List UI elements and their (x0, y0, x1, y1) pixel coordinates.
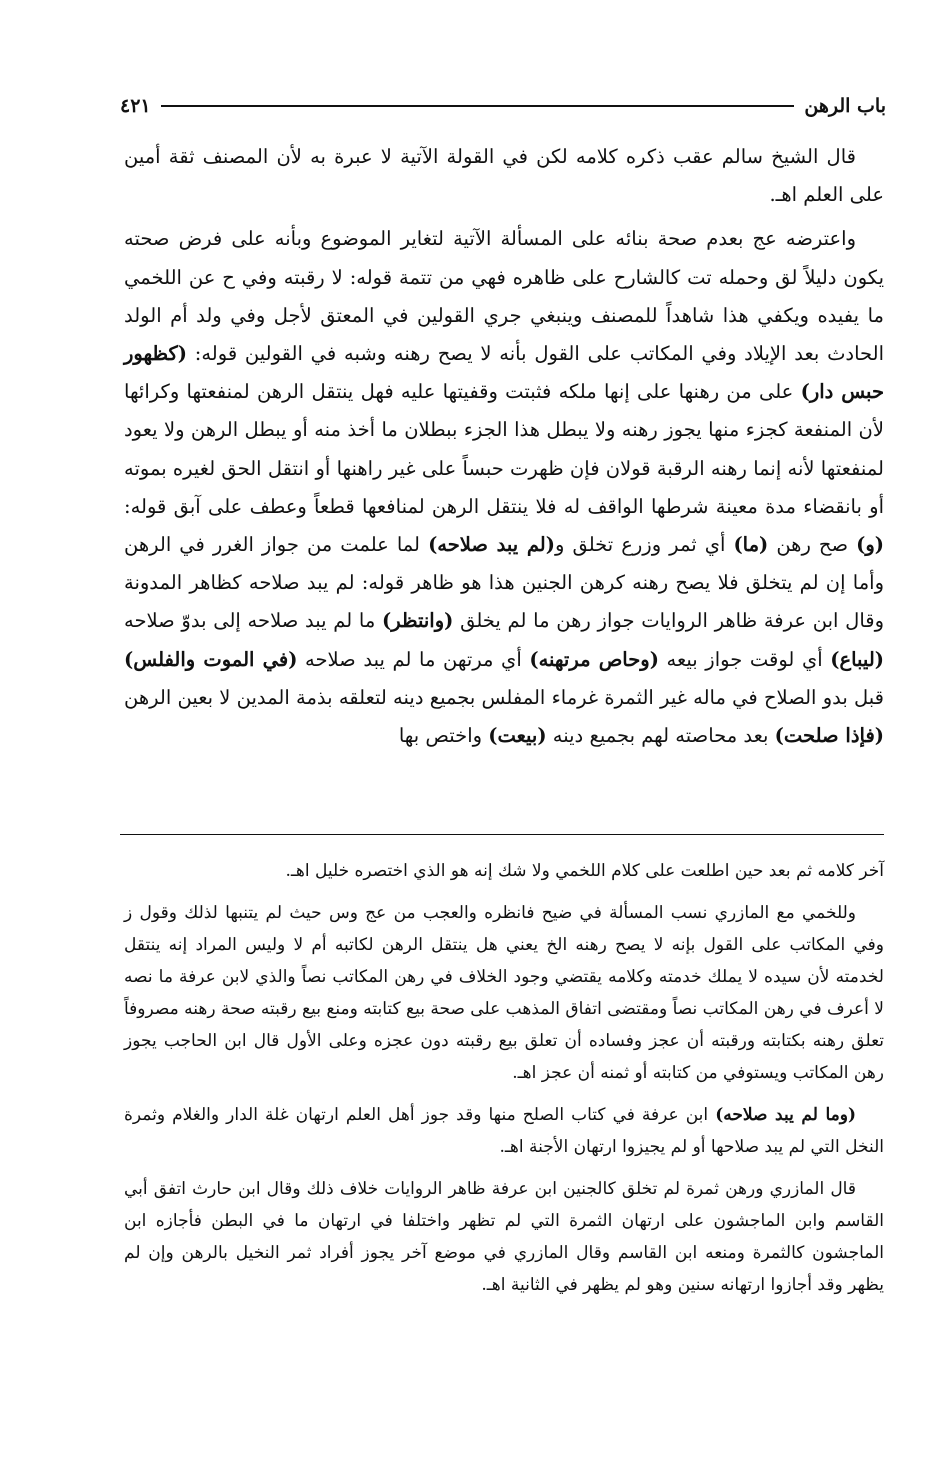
text-run: أي لوقت جواز بيعه (658, 647, 831, 671)
footnote-3 (124, 1099, 884, 1163)
paragraph-2 (124, 220, 884, 755)
matn-quote: (و) (856, 533, 885, 557)
matn-quote: (وما لم يبد صلاحه) (715, 1105, 856, 1125)
footnote-2: وللخمي مع المازري نسب المسألة في ضيح فانظره والعجب من عج وس حيث لم يتنبها لذلك وقول ز وفي المكاتب على القول بإنه لا يصح رهنه الخ يعني هل ينتقل الرهن لكاتبه أم لا وليس المراد إنه ينتقل لخدمته لأن سيده لا يملك خدمته وكلامه يقتضي وجود الخلاف في رهن المكاتب نصاً والذي لابن عرفة ما نصه لا أعرف في رهن المكاتب نصاً ومقتضى اتفاق المذهب على صحة بيع كتابته ومنع بيع رقبته صحة رهنه مصروفاً تعلق رهنه بكتابته ورقبته أن عجز وفساده أن تعلق بيع رقبته دون عجزه وعلى الأول قال ابن الحاجب يجوز رهن المكاتب ويستوفي من كتابته أو ثمنه أن عجز اهـ. (124, 903, 884, 1083)
text-run: ابن عرفة في كتاب الصلح منها وقد جوز أهل العلم ارتهان غلة الدار والغلام وثمرة النخل التي لم يبد صلاحها أو لم يجيزوا ارتهان الأجنة اهـ. (124, 1105, 884, 1157)
text-run: واختص بها (398, 724, 489, 748)
paragraph-1: قال الشيخ سالم عقب ذكره كلامه لكن في القولة الآتية لا عبرة به لأن المصنف ثقة أمين على العلم اهـ. (124, 145, 884, 207)
matn-quote: (ليباع) (830, 647, 884, 671)
matn-quote: (بيعت) (488, 724, 547, 748)
matn-quote: (ما) (733, 533, 769, 557)
footnote-1: آخر كلامه ثم بعد حين اطلعت على كلام اللخمي ولا شك إنه هو الذي اختصره خليل اهـ. (285, 861, 884, 881)
text-run: أي ثمر وزرع تخلق و (554, 533, 734, 557)
matn-quote: (في الموت والفلس) (124, 647, 298, 671)
text-run: ما لم يبد صلاحه إلى بدوّ صلاحه (124, 609, 382, 633)
text-run: واعترضه عج بعدم صحة بنائه على المسألة الآتية لتغاير الموضوع وبأنه على فرض صحته يكون دليلاً لق وحمله تت كالشارح على ظاهره فهي من تتمة قوله: لا رقبته وفي ح عن اللخمي ما يفيده ويكفي هذا شاهداً للمصنف وينبغي جري القولين في المعتق لأجل وفي ولد أم الولد الحادث بعد الإيلاد وفي المكاتب على القول بأنه لا يصح رهنه وشبه في القولين قوله: (124, 227, 884, 366)
footnote-separator (120, 834, 884, 835)
matn-quote: (وانتظر) (382, 609, 454, 633)
matn-quote: (فإذا صلحت) (774, 724, 884, 748)
text-run: أي مرتهن ما لم يبد صلاحه (297, 647, 530, 671)
text-run: على من رهنها على إنها ملكه فثبتت وقفيتها عليه فهل ينتقل الرهن لمنفعتها وكرائها لأن المنفعة كجزء منها يجوز رهنه ولا يبطل هذا الجزء ببطلان ما أخذ منه أو يبطل الرهن ولا يعود لمنفعتها لأنه إنما رهنه الرقبة قولان فإن ظهرت حبساً على غير راهنها أو انتقل الحق لغيره بموته أو بانقضاء مدة معينة شرطها الواقف له فلا ينتقل الرهن لمنافعها قطعاً وعطف على آبق قوله: (124, 380, 884, 518)
text-run: قبل بدو الصلاح في ماله غير الثمرة غرماء المفلس بجميع دينه لتعلقه بذمة المدين لا بعين الرهن (124, 685, 884, 709)
footnote-4: قال المازري ورهن ثمرة لم تخلق كالجنين ابن عرفة ظاهر الروايات خلاف ذلك وقال ابن حارث اتفق أبي القاسم وابن الماجشون على ارتهان الثمرة التي لم تظهر واختلفا في ارتهان ما في البطن فأجازه ابن الماجشون كالثمرة ومنعه ابن القاسم وقال المازري في موضع آخر يجوز أفراد ثمر النخيل بالرهن وإن لم يظهر وقد أجازوا ارتهانه سنين وهو لم يظهر في الثانية اهـ. (124, 1179, 884, 1295)
footnotes (124, 855, 884, 1311)
header-rule (161, 105, 795, 107)
text-run: صح رهن (768, 533, 857, 557)
page-number: ٤٢١ (120, 95, 151, 117)
matn-quote: (وحاص مرتهنه) (529, 647, 659, 671)
matn-quote: (لم يبد صلاحه) (428, 533, 555, 557)
matn-quote: (كظهور حبس دار) (124, 342, 884, 404)
running-header (120, 92, 886, 120)
chapter-title: باب الرهن (804, 95, 886, 117)
main-text (124, 138, 884, 755)
text-run: لما علمت من جواز الغرر في الرهن وأما إن لم يتخلق فلا يصح رهنه كرهن الجنين هذا هو ظاهر قوله: لم يبد صلاحه كظاهر المدونة وقال ابن عرفة ظاهر الروايات جواز رهن ما لم يخلق (124, 533, 884, 633)
text-run: بعد محاصته لهم بجميع دينه (546, 724, 775, 748)
